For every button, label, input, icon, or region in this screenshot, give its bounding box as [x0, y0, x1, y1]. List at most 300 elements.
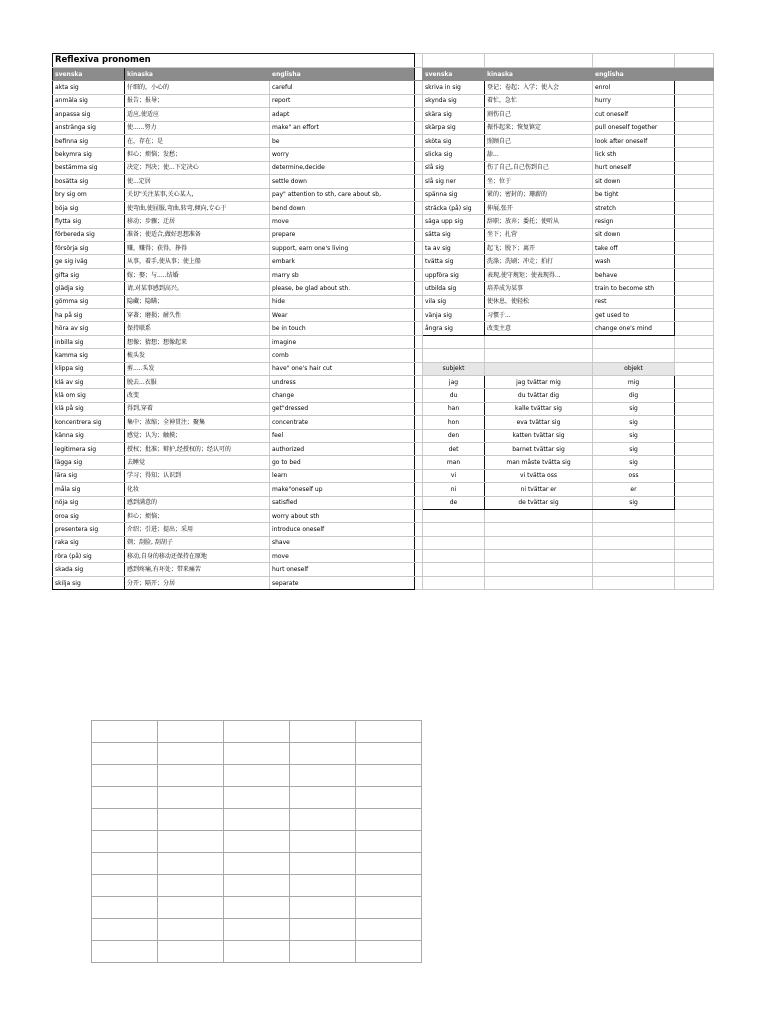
spacer-cell	[415, 389, 423, 402]
grid-cell	[224, 853, 290, 875]
english-term: prepare	[270, 228, 415, 241]
sheet-row	[53, 536, 714, 549]
grid-cell	[224, 765, 290, 787]
english-term: authorized	[270, 442, 415, 455]
swedish-term: måla sig	[53, 483, 125, 496]
pronoun-object: oss	[593, 469, 675, 482]
sheet-row	[53, 242, 714, 255]
grid-cell	[224, 721, 290, 743]
sheet-row	[53, 134, 714, 147]
empty-cell	[675, 148, 714, 161]
english-term: careful	[270, 81, 415, 94]
sheet-row	[53, 349, 714, 362]
grid-cell	[158, 831, 224, 853]
english-term: wash	[593, 255, 675, 268]
english-term: comb	[270, 349, 415, 362]
grid-cell	[158, 765, 224, 787]
chinese-term: 坐；位于	[485, 175, 593, 188]
grid-cell	[290, 831, 356, 853]
spacer-cell	[415, 175, 423, 188]
pronoun-example: barnet tvättar sig	[485, 442, 593, 455]
english-term: enrol	[593, 81, 675, 94]
sheet-row	[53, 496, 714, 509]
chinese-term: 决定；判决；使...下定决心	[125, 161, 270, 174]
sheet-row	[53, 94, 714, 107]
grid-row	[92, 941, 422, 963]
pronoun-subject: de	[423, 496, 485, 509]
english-term: lick sth	[593, 148, 675, 161]
english-term: worry about sth	[270, 509, 415, 522]
chinese-term: 起飞；脱下；离开	[485, 242, 593, 255]
swedish-term: vänja sig	[423, 309, 485, 322]
sheet-row	[53, 416, 714, 429]
english-term: be	[270, 134, 415, 147]
chinese-term: 脱去...衣服	[125, 375, 270, 388]
grid-cell	[356, 897, 422, 919]
sheet-title: Reflexiva pronomen	[53, 54, 415, 68]
chinese-term: 请,对某事感到高兴。	[125, 282, 270, 295]
spacer-cell	[415, 54, 423, 68]
spacer-cell	[415, 429, 423, 442]
english-term: sit down	[593, 175, 675, 188]
english-term: hurt oneself	[270, 563, 415, 576]
grid-row	[92, 765, 422, 787]
pronoun-subject: vi	[423, 469, 485, 482]
swedish-term: skära sig	[423, 108, 485, 121]
swedish-term: böja sig	[53, 201, 125, 214]
grid-row	[92, 831, 422, 853]
english-term: please, be glad about sth.	[270, 282, 415, 295]
empty-cell	[675, 496, 714, 509]
english-term: worry	[270, 148, 415, 161]
grid-cell	[356, 809, 422, 831]
column-header: kinaska	[125, 68, 270, 81]
empty-cell	[485, 54, 593, 68]
grid-row	[92, 787, 422, 809]
chinese-term: 担心；烦恼；发愁；	[125, 148, 270, 161]
english-term: cut oneself	[593, 108, 675, 121]
empty-cell	[675, 54, 714, 68]
spacer-cell	[415, 496, 423, 509]
spacer-cell	[415, 576, 423, 589]
chinese-term: 辞职；放弃；委托；使听从	[485, 215, 593, 228]
sheet-row	[53, 309, 714, 322]
sheet-row	[53, 68, 714, 81]
chinese-term: 使弯曲,使屈服,弯曲,转弯,倾向,专心于	[125, 201, 270, 214]
spacer-cell	[415, 228, 423, 241]
grid-cell	[356, 721, 422, 743]
grid-cell	[356, 831, 422, 853]
swedish-term: bestämma sig	[53, 161, 125, 174]
grid-cell	[158, 897, 224, 919]
swedish-term: försörja sig	[53, 242, 125, 255]
chinese-term: 去睡觉	[125, 456, 270, 469]
swedish-term: raka sig	[53, 536, 125, 549]
grid-cell	[290, 875, 356, 897]
pronoun-object: sig	[593, 402, 675, 415]
sheet-row	[53, 442, 714, 455]
swedish-term: klä på sig	[53, 402, 125, 415]
chinese-term: 分开；隔开；分居	[125, 576, 270, 589]
english-term: make"oneself up	[270, 483, 415, 496]
empty-cell	[423, 349, 485, 362]
empty-cell	[675, 402, 714, 415]
swedish-term: inbilla sig	[53, 335, 125, 348]
spacer-cell	[415, 242, 423, 255]
english-term: adapt	[270, 108, 415, 121]
chinese-term: 培养成为某事	[485, 282, 593, 295]
english-term: be tight	[593, 188, 675, 201]
pronoun-subject: ni	[423, 483, 485, 496]
sheet-row	[53, 523, 714, 536]
empty-cell	[593, 550, 675, 563]
spacer-cell	[415, 282, 423, 295]
sheet-row	[53, 295, 714, 308]
swedish-term: kamma sig	[53, 349, 125, 362]
english-term: support, earn one's living	[270, 242, 415, 255]
chinese-term: 报告；报导；	[125, 94, 270, 107]
grid-cell	[92, 721, 158, 743]
sheet-row	[53, 375, 714, 388]
english-term: stretch	[593, 201, 675, 214]
chinese-term: 嫁；娶；与.....结婚	[125, 268, 270, 281]
grid-cell	[92, 853, 158, 875]
pronoun-object: sig	[593, 442, 675, 455]
empty-cell	[675, 416, 714, 429]
pronoun-subject: man	[423, 456, 485, 469]
chinese-term: 从事，着手,使从事；使上船	[125, 255, 270, 268]
grid-row	[92, 853, 422, 875]
pronoun-example: ni tvättar er	[485, 483, 593, 496]
swedish-term: flytta sig	[53, 215, 125, 228]
grid-cell	[158, 743, 224, 765]
english-term: train to become sth	[593, 282, 675, 295]
empty-cell	[593, 54, 675, 68]
chinese-term: 仔细的，小心的	[125, 81, 270, 94]
empty-cell	[593, 563, 675, 576]
empty-cell	[423, 550, 485, 563]
chinese-term: 坐下；扎营	[485, 228, 593, 241]
swedish-term: befinna sig	[53, 134, 125, 147]
chinese-term: 剃；刮脸, 刮胡子	[125, 536, 270, 549]
empty-cell	[675, 576, 714, 589]
pronoun-object-header: objekt	[593, 362, 675, 375]
sheet-row	[53, 563, 714, 576]
english-term: bend down	[270, 201, 415, 214]
chinese-term: 伸展,张开	[485, 201, 593, 214]
sheet-row	[53, 550, 714, 563]
pronoun-example: katten tvättar sig	[485, 429, 593, 442]
swedish-term: röra (på) sig	[53, 550, 125, 563]
chinese-term: 在，存在；是	[125, 134, 270, 147]
grid-row	[92, 721, 422, 743]
grid-cell	[92, 809, 158, 831]
english-term: settle down	[270, 175, 415, 188]
english-term: change	[270, 389, 415, 402]
swedish-term: anmäla sig	[53, 94, 125, 107]
swedish-term: klä om sig	[53, 389, 125, 402]
english-term: separate	[270, 576, 415, 589]
grid-cell	[158, 875, 224, 897]
grid-cell	[356, 743, 422, 765]
chinese-term: 学习；得知；认识到	[125, 469, 270, 482]
empty-cell	[675, 523, 714, 536]
english-term: feel	[270, 429, 415, 442]
swedish-term: ångra sig	[423, 322, 485, 335]
chinese-term: 着忙，急忙	[485, 94, 593, 107]
swedish-term: skynda sig	[423, 94, 485, 107]
pronoun-subject-header: subjekt	[423, 362, 485, 375]
chinese-term: 准备；使适合,做好思想准备	[125, 228, 270, 241]
grid-cell	[290, 919, 356, 941]
spacer-cell	[415, 201, 423, 214]
chinese-term: 穿著；磨损；耐久性	[125, 309, 270, 322]
swedish-term: glädja sig	[53, 282, 125, 295]
swedish-term: ha på sig	[53, 309, 125, 322]
english-term: learn	[270, 469, 415, 482]
grid-cell	[92, 743, 158, 765]
empty-cell	[485, 509, 593, 522]
pronoun-example: man måste tvätta sig	[485, 456, 593, 469]
grid-cell	[356, 919, 422, 941]
english-term: hurry	[593, 94, 675, 107]
empty-cell	[675, 309, 714, 322]
spacer-cell	[415, 349, 423, 362]
chinese-term: 梳头发	[125, 349, 270, 362]
spacer-cell	[415, 81, 423, 94]
spacer-cell	[415, 375, 423, 388]
grid-row	[92, 897, 422, 919]
spacer-cell	[415, 456, 423, 469]
sheet-row	[53, 322, 714, 335]
pronoun-example: du tvättar dig	[485, 389, 593, 402]
swedish-term: sträcka (på) sig	[423, 201, 485, 214]
spacer-cell	[415, 108, 423, 121]
chinese-term: 伤了自己,自己伤到自己	[485, 161, 593, 174]
empty-cell	[675, 322, 714, 335]
swedish-term: skilja sig	[53, 576, 125, 589]
chinese-term: 舔...	[485, 148, 593, 161]
grid-row	[92, 809, 422, 831]
empty-cell	[675, 94, 714, 107]
english-term: marry sb	[270, 268, 415, 281]
empty-cell	[675, 81, 714, 94]
swedish-term: ge sig iväg	[53, 255, 125, 268]
grid-cell	[356, 875, 422, 897]
empty-cell	[485, 335, 593, 348]
empty-cell	[423, 509, 485, 522]
english-term: satisfied	[270, 496, 415, 509]
grid-cell	[224, 941, 290, 963]
chinese-term: 移动,自身的移动还保持在原地	[125, 550, 270, 563]
chinese-term: 集中；浓缩；全神贯注；聚集	[125, 416, 270, 429]
spacer-cell	[415, 469, 423, 482]
empty-cell	[675, 335, 714, 348]
pronoun-example: eva tvättar sig	[485, 416, 593, 429]
chinese-term: 紧的；密封的；珊薪的	[485, 188, 593, 201]
empty-cell	[485, 523, 593, 536]
spacer-cell	[415, 362, 423, 375]
grid-cell	[356, 941, 422, 963]
english-term: change one's mind	[593, 322, 675, 335]
empty-cell	[675, 349, 714, 362]
vocabulary-sheet	[52, 53, 714, 590]
pronoun-object: sig	[593, 496, 675, 509]
empty-cell	[675, 268, 714, 281]
grid-cell	[290, 897, 356, 919]
spacer-cell	[415, 416, 423, 429]
swedish-term: klippa sig	[53, 362, 125, 375]
chinese-term: 剪.....头发	[125, 362, 270, 375]
chinese-term: 隐藏；隐瞒；	[125, 295, 270, 308]
grid-cell	[158, 787, 224, 809]
swedish-term: nöja sig	[53, 496, 125, 509]
grid-cell	[290, 721, 356, 743]
chinese-term: 表现,使守规矩；使表现得...	[485, 268, 593, 281]
english-term: Wear	[270, 309, 415, 322]
swedish-term: slå sig	[423, 161, 485, 174]
swedish-term: förbereda sig	[53, 228, 125, 241]
empty-cell	[675, 215, 714, 228]
spacer-cell	[415, 121, 423, 134]
english-term: get used to	[593, 309, 675, 322]
spacer-cell	[415, 255, 423, 268]
column-header: svenska	[423, 68, 485, 81]
spacer-cell	[415, 523, 423, 536]
spacer-cell	[415, 295, 423, 308]
grid-cell	[158, 721, 224, 743]
empty-grid	[91, 720, 422, 963]
chinese-term: 习惯于...	[485, 309, 593, 322]
english-term: sit down	[593, 228, 675, 241]
grid-cell	[224, 831, 290, 853]
column-header: svenska	[53, 68, 125, 81]
column-header: englisha	[270, 68, 415, 81]
grid-cell	[224, 875, 290, 897]
grid-row	[92, 919, 422, 941]
empty-cell	[675, 469, 714, 482]
spacer-cell	[415, 215, 423, 228]
sheet-row	[53, 402, 714, 415]
english-term: behave	[593, 268, 675, 281]
grid-cell	[290, 853, 356, 875]
sheet-row	[53, 121, 714, 134]
empty-cell	[423, 536, 485, 549]
swedish-term: skärpa sig	[423, 121, 485, 134]
english-term: be in touch	[270, 322, 415, 335]
chinese-term: 感觉；认为；触摸；	[125, 429, 270, 442]
grid-row	[92, 743, 422, 765]
pronoun-subject: hon	[423, 416, 485, 429]
empty-cell	[675, 295, 714, 308]
grid-cell	[92, 831, 158, 853]
empty-cell	[485, 576, 593, 589]
grid-cell	[158, 941, 224, 963]
sheet-row	[53, 282, 714, 295]
sheet-row	[53, 108, 714, 121]
chinese-term: 适应,使适应	[125, 108, 270, 121]
empty-cell	[675, 483, 714, 496]
chinese-term: 介绍；引进；提出；采用	[125, 523, 270, 536]
english-term: move	[270, 215, 415, 228]
empty-cell	[485, 563, 593, 576]
grid-cell	[290, 743, 356, 765]
spacer-cell	[415, 134, 423, 147]
chinese-term: 使...定居	[125, 175, 270, 188]
empty-cell	[675, 442, 714, 455]
grid-cell	[356, 853, 422, 875]
empty-cell	[423, 335, 485, 348]
chinese-term: 登记；卷起；入学；使入会	[485, 81, 593, 94]
empty-cell	[593, 509, 675, 522]
swedish-term: gifta sig	[53, 268, 125, 281]
english-term: resign	[593, 215, 675, 228]
english-term: go to bed	[270, 456, 415, 469]
empty-cell	[675, 429, 714, 442]
grid-cell	[290, 809, 356, 831]
chinese-term: 照顾自己	[485, 134, 593, 147]
pronoun-object: sig	[593, 429, 675, 442]
pronoun-subject: den	[423, 429, 485, 442]
pronoun-subject: du	[423, 389, 485, 402]
swedish-term: skriva in sig	[423, 81, 485, 94]
grid-cell	[92, 765, 158, 787]
english-term: undress	[270, 375, 415, 388]
sheet-row	[53, 362, 714, 375]
chinese-term: 改变主意	[485, 322, 593, 335]
sheet-row	[53, 255, 714, 268]
english-term: determine,decide	[270, 161, 415, 174]
empty-cell	[675, 108, 714, 121]
swedish-term: sköta sig	[423, 134, 485, 147]
grid-cell	[224, 897, 290, 919]
sheet-row	[53, 576, 714, 589]
empty-cell	[675, 536, 714, 549]
empty-cell	[675, 550, 714, 563]
sheet-row	[53, 54, 714, 68]
swedish-term: slicka sig	[423, 148, 485, 161]
spacer-cell	[415, 550, 423, 563]
english-term: have" one's hair cut	[270, 362, 415, 375]
empty-cell	[593, 349, 675, 362]
pronoun-example: jag tvättar mig	[485, 375, 593, 388]
chinese-term: 赚，赚得；获得，挣得	[125, 242, 270, 255]
grid-cell	[92, 787, 158, 809]
english-term: move	[270, 550, 415, 563]
chinese-term: 使休息，使轻松	[485, 295, 593, 308]
sheet-row	[53, 456, 714, 469]
swedish-term: utbilda sig	[423, 282, 485, 295]
chinese-term: 担心；烦恼；	[125, 509, 270, 522]
pronoun-example: de tvättar sig	[485, 496, 593, 509]
swedish-term: spänna sig	[423, 188, 485, 201]
sheet-row	[53, 469, 714, 482]
empty-cell	[485, 536, 593, 549]
grid-cell	[224, 787, 290, 809]
chinese-term: 化妆	[125, 483, 270, 496]
grid-cell	[158, 853, 224, 875]
chinese-term: 关切"关注某事,关心某人,	[125, 188, 270, 201]
grid-row	[92, 875, 422, 897]
column-header	[675, 68, 714, 81]
swedish-term: bekymra sig	[53, 148, 125, 161]
chinese-term: 洗涤；洗刷；冲走；拍打	[485, 255, 593, 268]
empty-cell	[675, 563, 714, 576]
swedish-term: akta sig	[53, 81, 125, 94]
sheet-row	[53, 335, 714, 348]
spacer-cell	[415, 483, 423, 496]
swedish-term: anstränga sig	[53, 121, 125, 134]
